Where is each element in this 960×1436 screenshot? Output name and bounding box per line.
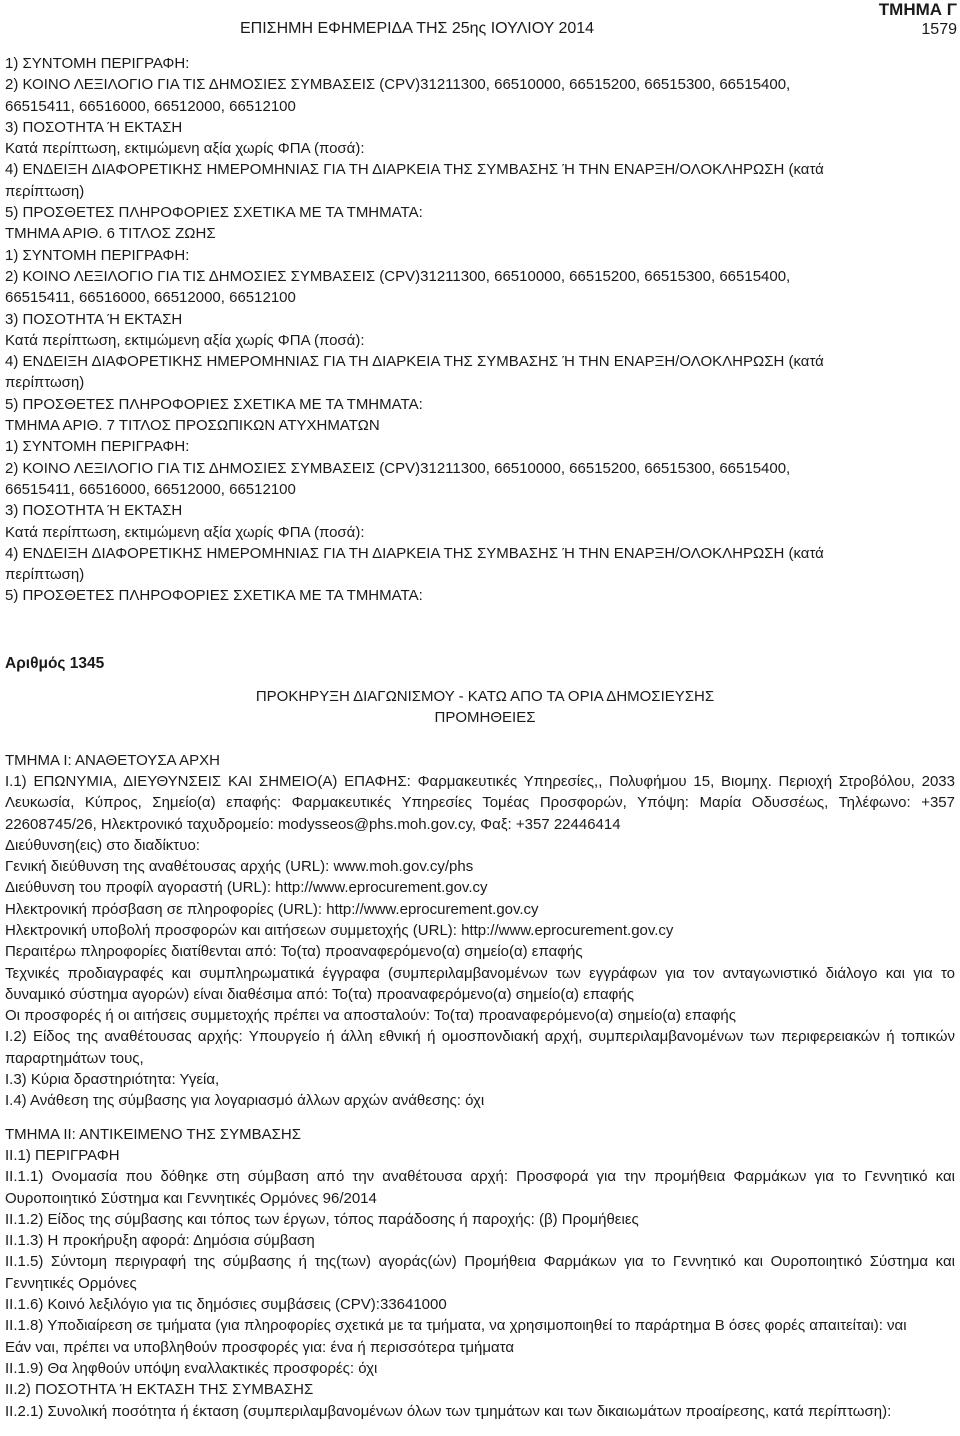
- award-on-behalf: Ι.4) Ανάθεση της σύμβασης για λογαριασμό άλλων αρχών ανάθεσης: όχι: [5, 1092, 485, 1110]
- lot-heading: ΤΜΗΜΑ ΑΡΙΘ. 7 ΤΙΤΛΟΣ ΠΡΟΣΩΠΙΚΩΝ ΑΤΥΧΗΜΑΤΩΝ: [5, 417, 380, 435]
- section-label: ΤΜΗΜΑ Γ: [878, 0, 957, 19]
- contract-type: ΙΙ.1.2) Είδος της σύμβασης και τόπος των έργων, τόπος παράδοσης ή παροχής: (β) Προμήθειες: [5, 1210, 639, 1228]
- subsection-heading: ΙΙ.1) ΠΕΡΙΓΡΑΦΗ: [5, 1146, 120, 1164]
- lot-text-line: 1) ΣΥΝΤΟΜΗ ΠΕΡΙΓΡΑΦΗ:: [5, 55, 190, 72]
- contact-paragraph: Ι.1) ΕΠΩΝΥΜΙΑ, ΔΙΕΥΘΥΝΣΕΙΣ ΚΑΙ ΣΗΜΕΙΟ(Α) ΕΠΑΦΗΣ: Φαρμακευτικές Υπηρεσίες,, Πολυφήμου 15, Βιομηχ. Περιοχή Στροβόλου, 2033 Λευκωσία, Κύπρος, Σημείο(α) επαφής: Φαρμακευτικές Υπηρεσίες Τομέας Προσφορών, Υπόψη: Μαρία Οδυσσέως, Τηλέφωνο: +357 22608745/26, Ηλεκτρονικό ταχυδρομείο: modysseos@phs.moh.gov.cy, Φαξ: +357 22446414: [5, 772, 955, 833]
- lot-text-line: 3) ΠΟΣΟΤΗΤΑ Ή ΕΚΤΑΣΗ: [5, 310, 183, 328]
- lot-text-line: 4) ΕΝΔΕΙΞΗ ΔΙΑΦΟΡΕΤΙΚΗΣ ΗΜΕΡΟΜΗΝΙΑΣ ΓΙΑ ΤΗ ΔΙΑΡΚΕΙΑ ΤΗΣ ΣΥΜΒΑΣΗΣ Ή ΤΗΝ ΕΝΑΡΞΗ/ΟΛΟΚΛΗΡΩΣΗ (κατά: [5, 353, 824, 371]
- lots-division: ΙΙ.1.8) Υποδιαίρεση σε τμήματα (για πληροφορίες σχετικά με τα τμήματα, να χρησιμοποιηθεί το παράρτημα Β όσες φορές απαιτείται): ναι: [5, 1317, 907, 1335]
- section-heading: ΤΜΗΜΑ Ι: ΑΝΑΘΕΤΟΥΣΑ ΑΡΧΗ: [5, 751, 220, 769]
- lot-text-line: 2) ΚΟΙΝΟ ΛΕΞΙΛΟΓΙΟ ΓΙΑ ΤΙΣ ΔΗΜΟΣΙΕΣ ΣΥΜΒΑΣΕΙΣ (CPV)31211300, 66510000, 66515200, 66515300, 66515400,: [5, 459, 791, 477]
- contract-title: ΙΙ.1.1) Ονομασία που δόθηκε στη σύμβαση από την αναθέτουσα αρχή: Προσφορά για την προμήθεια Φαρμάκων για το Γεννητικό και Ουροποιητικό Σύστημα και Γεννητικές Ορμόνες 96/2014: [5, 1168, 955, 1207]
- section-1: [5, 750, 955, 1112]
- send-to-info: Οι προσφορές ή οι αιτήσεις συμμετοχής πρέπει να αποσταλούν: Το(τα) προαναφερόμενο(α) σημείο(α) επαφής: [5, 1007, 736, 1025]
- lot-text-line: 3) ΠΟΣΟΤΗΤΑ Ή ΕΚΤΑΣΗ: [5, 118, 183, 136]
- lot-text-line: 1) ΣΥΝΤΟΜΗ ΠΕΡΙΓΡΑΦΗ:: [5, 438, 190, 456]
- variants: ΙΙ.1.9) Θα ληφθούν υπόψη εναλλακτικές προσφορές: όχι: [5, 1359, 378, 1377]
- lot-text-line: περίπτωση): [5, 374, 85, 392]
- lot-heading: ΤΜΗΜΑ ΑΡΙΘ. 6 ΤΙΤΛΟΣ ΖΩΗΣ: [5, 225, 216, 243]
- main-activity: Ι.3) Κύρια δραστηριότητα: Υγεία,: [5, 1071, 220, 1089]
- lot-text-line: 4) ΕΝΔΕΙΞΗ ΔΙΑΦΟΡΕΤΙΚΗΣ ΗΜΕΡΟΜΗΝΙΑΣ ΓΙΑ ΤΗ ΔΙΑΡΚΕΙΑ ΤΗΣ ΣΥΜΒΑΣΗΣ Ή ΤΗΝ ΕΝΑΡΞΗ/ΟΛΟΚΛΗΡΩΣΗ (κατά: [5, 544, 824, 562]
- lot-text-line: Κατά περίπτωση, εκτιμώμενη αξία χωρίς ΦΠΑ (ποσά):: [5, 331, 365, 349]
- section-2: [5, 1124, 955, 1422]
- notice-number: Αριθμός 1345: [5, 654, 105, 672]
- lot-text-line: 66515411, 66516000, 66512000, 66512100: [5, 289, 296, 307]
- internet-addresses-heading: Διεύθυνση(εις) στο διαδίκτυο:: [5, 836, 200, 854]
- notice-subtitle: ΠΡΟΜΗΘΕΙΕΣ: [434, 709, 536, 727]
- section-heading: ΤΜΗΜΑ ΙΙ: ΑΝΤΙΚΕΙΜΕΝΟ ΤΗΣ ΣΥΜΒΑΣΗΣ: [5, 1125, 302, 1143]
- lot-text-line: 66515411, 66516000, 66512000, 66512100: [5, 97, 296, 115]
- further-info: Περαιτέρω πληροφορίες διατίθενται από: Το(τα) προαναφερόμενο(α) σημείο(α) επαφής: [5, 943, 583, 961]
- url-submission: Ηλεκτρονική υποβολή προσφορών και αιτήσεων συμμετοχής (URL): http://www.eprocurement.gov.cy: [5, 921, 674, 939]
- lot-text-line: 3) ΠΟΣΟΤΗΤΑ Ή ΕΚΤΑΣΗ: [5, 502, 183, 520]
- spacer: [5, 607, 955, 653]
- url-information: Ηλεκτρονική πρόσβαση σε πληροφορίες (URL): http://www.eprocurement.gov.cy: [5, 900, 539, 918]
- lot-text-line: 5) ΠΡΟΣΘΕΤΕΣ ΠΛΗΡΟΦΟΡΙΕΣ ΣΧΕΤΙΚΑ ΜΕ ΤΑ ΤΜΗΜΑΤΑ:: [5, 587, 423, 605]
- cpv-code: ΙΙ.1.6) Κοινό λεξιλόγιο για τις δημόσιες συμβάσεις (CPV):33641000: [5, 1296, 447, 1314]
- spacer: [5, 1112, 955, 1124]
- lots-submission: Εάν ναι, πρέπει να υποβληθούν προσφορές για: ένα ή περισσότερα τμήματα: [5, 1338, 515, 1356]
- lot-text-line: 4) ΕΝΔΕΙΞΗ ΔΙΑΦΟΡΕΤΙΚΗΣ ΗΜΕΡΟΜΗΝΙΑΣ ΓΙΑ ΤΗ ΔΙΑΡΚΕΙΑ ΤΗΣ ΣΥΜΒΑΣΗΣ Ή ΤΗΝ ΕΝΑΡΞΗ/ΟΛΟΚΛΗΡΩΣΗ (κατά: [5, 161, 824, 179]
- lot-text-line: 5) ΠΡΟΣΘΕΤΕΣ ΠΛΗΡΟΦΟΡΙΕΣ ΣΧΕΤΙΚΑ ΜΕ ΤΑ ΤΜΗΜΑΤΑ:: [5, 204, 423, 222]
- lot-text-line: 2) ΚΟΙΝΟ ΛΕΞΙΛΟΓΙΟ ΓΙΑ ΤΙΣ ΔΗΜΟΣΙΕΣ ΣΥΜΒΑΣΕΙΣ (CPV)31211300, 66510000, 66515200, 66515300, 66515400,: [5, 76, 791, 94]
- lot-text-line: Κατά περίπτωση, εκτιμώμενη αξία χωρίς ΦΠΑ (ποσά):: [5, 140, 365, 158]
- short-description: ΙΙ.1.5) Σύντομη περιγραφή της σύμβασης ή της(των) αγοράς(ών) Προμήθεια Φαρμάκων για το Γεννητικό και Ουροποιητικό Σύστημα και Γεννητικές Ορμόνες: [5, 1253, 955, 1292]
- lot-text-line: περίπτωση): [5, 566, 85, 584]
- page-header: [0, 0, 960, 44]
- url-buyer-profile: Διεύθυνση του προφίλ αγοραστή (URL): http://www.eprocurement.gov.cy: [5, 879, 488, 897]
- page-content: [5, 53, 955, 1422]
- gazette-title: ΕΠΙΣΗΜΗ ΕΦΗΜΕΡΙΔΑ ΤΗΣ 25ης ΙΟΥΛΙΟΥ 2014: [240, 20, 595, 37]
- lot-text-line: περίπτωση): [5, 182, 85, 200]
- lots-block: [5, 53, 955, 607]
- url-general: Γενική διεύθυνση της αναθέτουσας αρχής (URL): www.moh.gov.cy/phs: [5, 858, 474, 876]
- lot-text-line: Κατά περίπτωση, εκτιμώμενη αξία χωρίς ΦΠΑ (ποσά):: [5, 523, 365, 541]
- page-number: 1579: [921, 21, 957, 38]
- spacer: [5, 674, 955, 686]
- notice-involves: ΙΙ.1.3) Η προκήρυξη αφορά: Δημόσια σύμβαση: [5, 1232, 315, 1250]
- lot-text-line: 5) ΠΡΟΣΘΕΤΕΣ ΠΛΗΡΟΦΟΡΙΕΣ ΣΧΕΤΙΚΑ ΜΕ ΤΑ ΤΜΗΜΑΤΑ:: [5, 395, 423, 413]
- authority-type: Ι.2) Είδος της αναθέτουσας αρχής: Υπουργείο ή άλλη εθνική ή ομοσπονδιακή αρχή, συμπεριλαμβανομένων των περιφερειακών ή τοπικών παραρτημάτων τους,: [5, 1028, 955, 1067]
- lot-text-line: 66515411, 66516000, 66512000, 66512100: [5, 480, 296, 498]
- notice-title: ΠΡΟΚΗΡΥΞΗ ΔΙΑΓΩΝΙΣΜΟΥ - ΚΑΤΩ ΑΠΟ ΤΑ ΟΡΙΑ ΔΗΜΟΣΙΕΥΣΗΣ: [255, 688, 715, 706]
- lot-text-line: 1) ΣΥΝΤΟΜΗ ΠΕΡΙΓΡΑΦΗ:: [5, 246, 190, 264]
- spacer: [5, 729, 955, 750]
- subsection-heading: ΙΙ.2) ΠΟΣΟΤΗΤΑ Ή ΕΚΤΑΣΗ ΤΗΣ ΣΥΜΒΑΣΗΣ: [5, 1381, 314, 1399]
- total-quantity: ΙΙ.2.1) Συνολική ποσότητα ή έκταση (συμπεριλαμβανομένων όλων των τμημάτων και των δικαιωμάτων προαίρεσης, κατά περίπτωση):: [5, 1402, 892, 1420]
- lot-text-line: 2) ΚΟΙΝΟ ΛΕΞΙΛΟΓΙΟ ΓΙΑ ΤΙΣ ΔΗΜΟΣΙΕΣ ΣΥΜΒΑΣΕΙΣ (CPV)31211300, 66510000, 66515200, 66515300, 66515400,: [5, 267, 791, 285]
- specifications-info: Τεχνικές προδιαγραφές και συμπληρωματικά έγγραφα (συμπεριλαμβανομένων των εγγράφων για τον ανταγωνιστικό διάλογο και για το δυναμικό σύστημα αγορών) είναι διαθέσιμα από: Το(τα) προαναφερόμενο(α) σημείο(α) επαφής: [5, 964, 955, 1003]
